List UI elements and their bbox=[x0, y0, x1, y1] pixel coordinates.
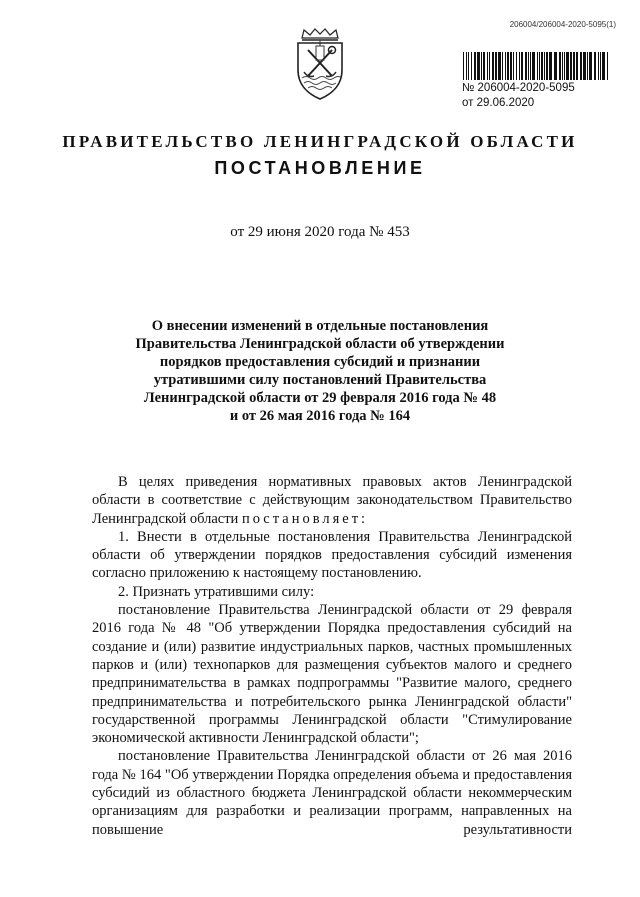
barcode-bar bbox=[528, 52, 529, 80]
registration-block bbox=[462, 52, 614, 110]
preamble-text: В целях приведения нормативных правовых актов Ленинградской области в соответствие с действующим законодательством Правительство Ленинградской области bbox=[92, 474, 572, 527]
preamble-paragraph bbox=[92, 473, 572, 528]
barcode-bar bbox=[505, 52, 506, 80]
barcode-bar bbox=[466, 52, 467, 80]
repeal-paragraph-1: постановление Правительства Ленинградской области от 29 февраля 2016 года № 48 "Об утверждении Порядка предоставления субсидий на создание и (или) развитие индустриальных парков, частных промышленных парков и (или) технопарков для размещения субъектов малого и среднего предпринимательства в рамках подпрограммы "Развитие малого, среднего предпринимательства и потребительского рынка Ленинградской области" государственной программы Ленинградской области "Стимулирование экономической активности Ленинградской области"; bbox=[92, 602, 572, 747]
repeal-paragraph-2: постановление Правительства Ленинградской области от 26 мая 2016 года № 164 "Об утверждении Порядка определения объема и предоставления субсидий из областного бюджета Ленинградской области некоммерческим организациям для разработки и реализации программ, направленных на повышение результативности bbox=[92, 748, 572, 838]
barcode-bar bbox=[532, 52, 535, 80]
barcode-bar bbox=[530, 52, 531, 80]
barcode-bar bbox=[580, 52, 582, 80]
barcode-icon bbox=[462, 52, 610, 80]
barcode-bar bbox=[559, 52, 561, 80]
barcode-bar bbox=[573, 52, 575, 80]
subject-line: утратившими силу постановлений Правительства bbox=[153, 372, 487, 388]
barcode-bar bbox=[598, 52, 599, 80]
barcode-bar bbox=[513, 52, 514, 80]
document-type: ПОСТАНОВЛЕНИЕ bbox=[214, 158, 426, 178]
barcode-bar bbox=[489, 52, 490, 80]
barcode-bar bbox=[498, 52, 501, 80]
barcode-bar bbox=[525, 52, 527, 80]
barcode-bar bbox=[483, 52, 485, 80]
barcode-bar bbox=[541, 52, 543, 80]
barcode-bar bbox=[510, 52, 512, 80]
barcode-bar bbox=[516, 52, 517, 80]
barcode-bar bbox=[607, 52, 608, 80]
barcode-bar bbox=[468, 52, 469, 80]
barcode-bar bbox=[519, 52, 520, 80]
document-code: 206004/206004-2020-5095(1) bbox=[509, 20, 616, 29]
barcode-bar bbox=[602, 52, 605, 80]
registration-number: № 206004-2020-5095 bbox=[462, 82, 575, 94]
barcode-bar bbox=[564, 52, 565, 80]
document-body bbox=[92, 473, 572, 839]
barcode-bar bbox=[570, 52, 572, 80]
barcode-bar bbox=[477, 52, 480, 80]
barcode-bar bbox=[544, 52, 545, 80]
decree-word: постановляет bbox=[241, 510, 362, 527]
item-2-paragraph: 2. Признать утратившими силу: bbox=[118, 583, 315, 600]
subject-line: Ленинградской области от 29 февраля 2016 года № 48 bbox=[143, 390, 497, 406]
barcode-bar bbox=[539, 52, 540, 80]
barcode-bar bbox=[481, 52, 482, 80]
barcode-bar bbox=[554, 52, 557, 80]
item-1-paragraph: 1. Внести в отдельные постановления Правительства Ленинградской области об утверждении порядков предоставления субсидий изменения согласно приложению к настоящему постановлению. bbox=[92, 528, 572, 582]
barcode-bar bbox=[463, 52, 464, 80]
preamble-end: : bbox=[361, 510, 366, 527]
barcode-bar bbox=[495, 52, 497, 80]
coat-of-arms-icon bbox=[290, 28, 350, 100]
document-date-number: от 29 июня 2020 года № 453 bbox=[230, 224, 410, 240]
barcode-bar bbox=[549, 52, 552, 80]
barcode-bar bbox=[502, 52, 503, 80]
barcode-bar bbox=[474, 52, 476, 80]
subject-line: Правительства Ленинградской области об утверждении bbox=[135, 336, 505, 352]
barcode-bar bbox=[546, 52, 548, 80]
subject-line: и от 26 мая 2016 года № 164 bbox=[229, 408, 411, 424]
barcode-bar bbox=[600, 52, 601, 80]
subject-line: О внесении изменений в отдельные постановления bbox=[151, 318, 489, 334]
barcode-bar bbox=[471, 52, 472, 80]
barcode-bar bbox=[589, 52, 592, 80]
subject-line: порядков предоставления субсидий и признании bbox=[159, 354, 481, 370]
barcode-bar bbox=[487, 52, 488, 80]
barcode-bar bbox=[562, 52, 563, 80]
barcode-bar bbox=[583, 52, 586, 80]
barcode-bar bbox=[507, 52, 509, 80]
barcode-bar bbox=[594, 52, 596, 80]
government-title: ПРАВИТЕЛЬСТВО ЛЕНИНГРАДСКОЙ ОБЛАСТИ bbox=[62, 132, 578, 151]
barcode-bar bbox=[537, 52, 538, 80]
barcode-bar bbox=[521, 52, 523, 80]
barcode-bar bbox=[576, 52, 578, 80]
registration-date: от 29.06.2020 bbox=[462, 97, 535, 109]
document-subject bbox=[120, 317, 520, 425]
barcode-bar bbox=[492, 52, 494, 80]
barcode-bar bbox=[566, 52, 569, 80]
barcode-bar bbox=[587, 52, 588, 80]
